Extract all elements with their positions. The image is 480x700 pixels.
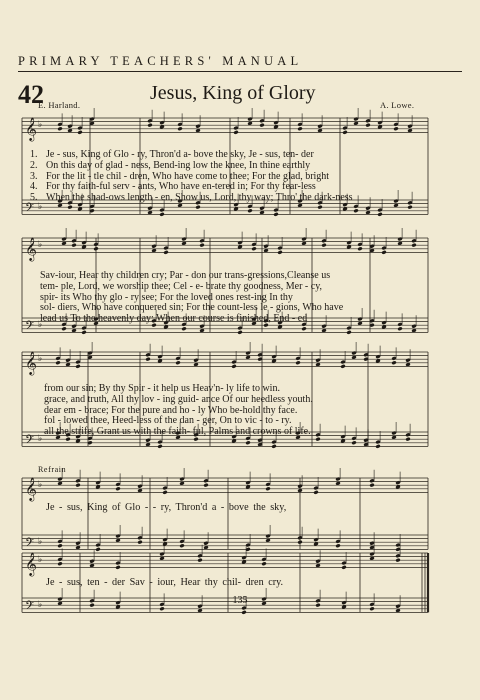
- bass-clef: 𝄢: [25, 433, 35, 450]
- note-head: [163, 250, 168, 255]
- note-head: [321, 243, 326, 248]
- note-head: [179, 543, 184, 548]
- note-head: [57, 543, 62, 548]
- lyric-line: grace, and truth, All thy lov - ing guid- ance Of our heedless youth.: [44, 393, 313, 405]
- lyrics-block-3: [44, 384, 313, 438]
- key-signature-flat: ♭: [38, 555, 43, 566]
- lyric-line: sol- diers, Who have conquered sin; For the count-less le - gions, Who have: [40, 302, 344, 314]
- note-head: [341, 565, 346, 570]
- key-signature-flat: ♭: [38, 320, 43, 331]
- note-head: [247, 208, 252, 213]
- refrain-lyric-2: Je - sus, ten - der Sav - iour, Hear thy chil- dren cry.: [46, 577, 284, 588]
- lyric-line: fol - lowed thee, Heed-less of the dan - ger, On to vic - to - ry.: [44, 415, 292, 427]
- note-head: [317, 205, 322, 210]
- note-head: [271, 444, 276, 449]
- note-head: [369, 483, 374, 488]
- note-head: [75, 483, 80, 488]
- note-head: [81, 330, 86, 335]
- key-signature-flat: ♭: [38, 537, 43, 548]
- lyric-line: from our sin; By thy Spir - it help us Heav'n- ly life to win.: [44, 383, 280, 394]
- note-head: [369, 606, 374, 611]
- hymn-title: Jesus, King of Glory: [150, 82, 316, 104]
- note-head: [381, 250, 386, 255]
- note-head: [405, 437, 410, 442]
- note-head: [159, 212, 164, 217]
- note-head: [375, 444, 380, 449]
- lyrics-block-1: [46, 150, 353, 204]
- lyrics-block-2: [40, 271, 343, 325]
- key-signature-flat: ♭: [38, 240, 43, 251]
- note-head: [313, 490, 318, 495]
- key-signature-flat: ♭: [38, 354, 43, 365]
- lyricist-credit: E. Harland.: [38, 100, 81, 110]
- lyric-line: When the shad-ows length - en, Show us, Lord, thy way; Thro' the dark-ness: [46, 192, 353, 204]
- lyric-line: On this day of glad - ness, Bend-ing low the knee, In thine earthly: [46, 159, 311, 171]
- note-head: [335, 543, 340, 548]
- note-head: [397, 326, 402, 331]
- note-head: [177, 126, 182, 131]
- note-head: [297, 126, 302, 131]
- note-head: [57, 561, 62, 566]
- lyric-line: spir- its Who thy glo - ry see; For the loved ones rest-ing In thy: [40, 291, 293, 303]
- key-signature-flat: ♭: [38, 434, 43, 445]
- note-head: [391, 360, 396, 365]
- note-head: [115, 486, 120, 491]
- verse-number: 3.: [30, 170, 38, 182]
- note-head: [237, 330, 242, 335]
- note-head: [245, 440, 250, 445]
- note-head: [231, 364, 236, 369]
- note-head: [351, 440, 356, 445]
- note-head: [265, 486, 270, 491]
- lyric-line: For the lit - tle chil - dren, Who have come to thee; For the glad, bright: [46, 170, 330, 182]
- lyric-line: all the strife, Grant us with the faith- ful, Palms and crowns of life.: [44, 426, 311, 438]
- note-head: [251, 246, 256, 251]
- note-head: [67, 205, 72, 210]
- note-head: [203, 483, 208, 488]
- note-head: [147, 123, 152, 128]
- note-head: [195, 205, 200, 210]
- lyric-line: Sav-iour, Hear thy children cry; Par - don our trans-gressions,Cleanse us: [40, 270, 331, 281]
- note-head: [357, 246, 362, 251]
- note-head: [71, 243, 76, 248]
- note-head: [93, 246, 98, 251]
- lyric-line: tem- ple, Lord, we worship thee; Cel - e- brate thy goodness, Mer - cy,: [40, 280, 323, 292]
- key-signature-flat: ♭: [38, 600, 43, 611]
- note-head: [55, 360, 60, 365]
- note-head: [145, 357, 150, 362]
- note-head: [259, 123, 264, 128]
- note-head: [61, 326, 66, 331]
- note-head: [77, 130, 82, 135]
- verse-number: 5.: [30, 192, 38, 204]
- treble-clef: 𝄞: [25, 116, 37, 141]
- note-head: [353, 208, 358, 213]
- running-title: PRIMARY TEACHERS' MANUAL: [18, 54, 303, 68]
- bass-clef: 𝄢: [25, 599, 35, 616]
- bass-clef: 𝄢: [25, 319, 35, 336]
- composer-credit: A. Lowe.: [380, 100, 415, 110]
- verse-number: 2.: [30, 159, 38, 171]
- note-head: [407, 205, 412, 210]
- note-head: [377, 212, 382, 217]
- key-signature-flat: ♭: [38, 202, 43, 213]
- note-head: [315, 437, 320, 442]
- note-head: [199, 243, 204, 248]
- note-head: [297, 540, 302, 545]
- note-head: [273, 212, 278, 217]
- treble-clef: 𝄞: [25, 551, 37, 576]
- lyric-line: lead us To the heavenly day: When our course is finished, End - ed: [40, 313, 308, 325]
- note-head: [233, 130, 238, 135]
- key-signature-flat: ♭: [38, 480, 43, 491]
- note-head: [57, 126, 62, 131]
- refrain-label: Refrain: [38, 465, 67, 474]
- note-head: [115, 565, 120, 570]
- note-head: [181, 326, 186, 331]
- note-head: [95, 547, 100, 552]
- verse-number: 1.: [30, 149, 38, 160]
- note-head: [162, 490, 167, 495]
- lyric-line: For thy faith-ful serv - ants, Who have en-tered in; For thy fear-less: [46, 181, 316, 193]
- treble-clef: 𝄞: [25, 236, 37, 261]
- hymn-number: 42: [18, 80, 44, 109]
- treble-clef: 𝄞: [25, 350, 37, 375]
- note-head: [301, 326, 306, 331]
- verse-number: 4.: [30, 181, 38, 193]
- page-number: 135: [232, 595, 248, 606]
- note-head: [346, 330, 351, 335]
- note-head: [159, 606, 164, 611]
- note-head: [295, 360, 300, 365]
- note-head: [342, 130, 347, 135]
- note-head: [277, 250, 282, 255]
- note-head: [197, 558, 202, 563]
- key-signature-flat: ♭: [38, 120, 43, 131]
- note-head: [175, 360, 180, 365]
- note-head: [261, 561, 266, 566]
- bass-clef: 𝄢: [25, 536, 35, 553]
- bass-clef: 𝄢: [25, 201, 35, 218]
- note-head: [411, 243, 416, 248]
- lyric-line: dear em - brace; For the pure and ho - ly Who be-hold thy face.: [44, 404, 298, 416]
- note-head: [395, 558, 400, 563]
- note-head: [137, 540, 142, 545]
- note-head: [241, 610, 246, 615]
- note-head: [340, 364, 345, 369]
- note-head: [157, 444, 162, 449]
- refrain-lyric-1: Je - sus, King of Glo - - ry, Thron'd a - bove the sky,: [46, 502, 287, 513]
- treble-clef: 𝄞: [25, 476, 37, 501]
- verse-numbers: [30, 150, 38, 204]
- lyric-line: Je - sus, King of Glo - ry, Thron'd a- bove the sky, Je - sus, ten- der: [46, 149, 314, 160]
- note-head: [393, 126, 398, 131]
- note-head: [75, 364, 80, 369]
- note-head: [365, 123, 370, 128]
